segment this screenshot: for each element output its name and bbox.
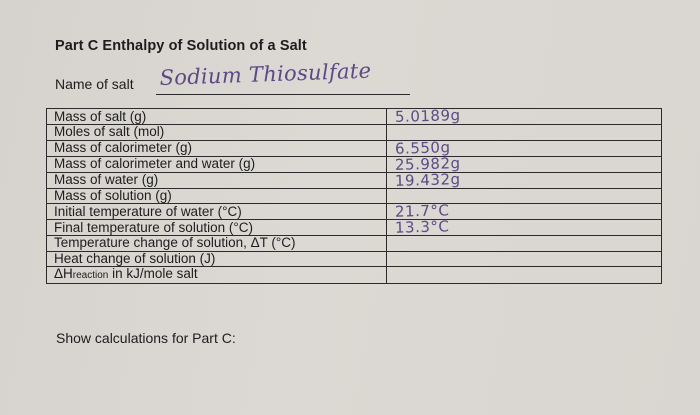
salt-name-label: Name of salt [55,76,134,92]
table-row [47,188,662,204]
row-label: Mass of calorimeter (g) [47,140,387,156]
data-table [46,108,662,284]
salt-name-value: Sodium Thiosulfate [159,58,372,90]
row-label: Heat change of solution (J) [47,251,387,267]
delta-h-units: in kJ/mole salt [108,266,198,282]
row-value [386,106,661,126]
row-value [386,169,661,190]
row-value [386,137,661,158]
table-row [47,109,662,125]
handwritten-value: 6.550g [394,137,451,158]
handwritten-value: 21.7°C [394,201,450,221]
row-label [47,267,387,284]
handwritten-value: 25.982g [394,153,461,174]
row-value [386,236,661,252]
section-heading: Part C Enthalpy of Solution of a Salt [55,38,307,54]
handwritten-value: 5.0189g [394,106,461,126]
table-row [47,204,662,220]
row-label: Mass of water (g) [47,172,387,188]
table-row [47,140,662,156]
row-label: Initial temperature of water (°C) [47,204,387,220]
row-value [386,125,661,141]
table-row [47,267,662,284]
row-label: Temperature change of solution, ΔT (°C) [47,236,387,252]
delta-h-symbol: ΔH [54,266,73,282]
handwritten-value: 13.3°C [394,217,450,237]
table-row [47,220,662,236]
row-value [386,251,661,267]
row-label: Final temperature of solution (°C) [47,220,387,236]
row-value [386,217,661,237]
row-value [386,153,661,174]
row-label: Mass of salt (g) [47,109,387,125]
row-value [386,267,661,284]
delta-h-subscript: reaction [72,270,109,282]
handwritten-value: 19.432g [394,169,461,190]
table-row [47,251,662,267]
table-row [47,125,662,141]
table-row [47,236,662,252]
row-label: Mass of solution (g) [47,188,387,204]
calculations-prompt: Show calculations for Part C: [56,330,236,346]
table-row [47,156,662,172]
table-row [47,172,662,188]
row-label: Mass of calorimeter and water (g) [47,156,387,172]
row-label: Moles of salt (mol) [47,125,387,141]
